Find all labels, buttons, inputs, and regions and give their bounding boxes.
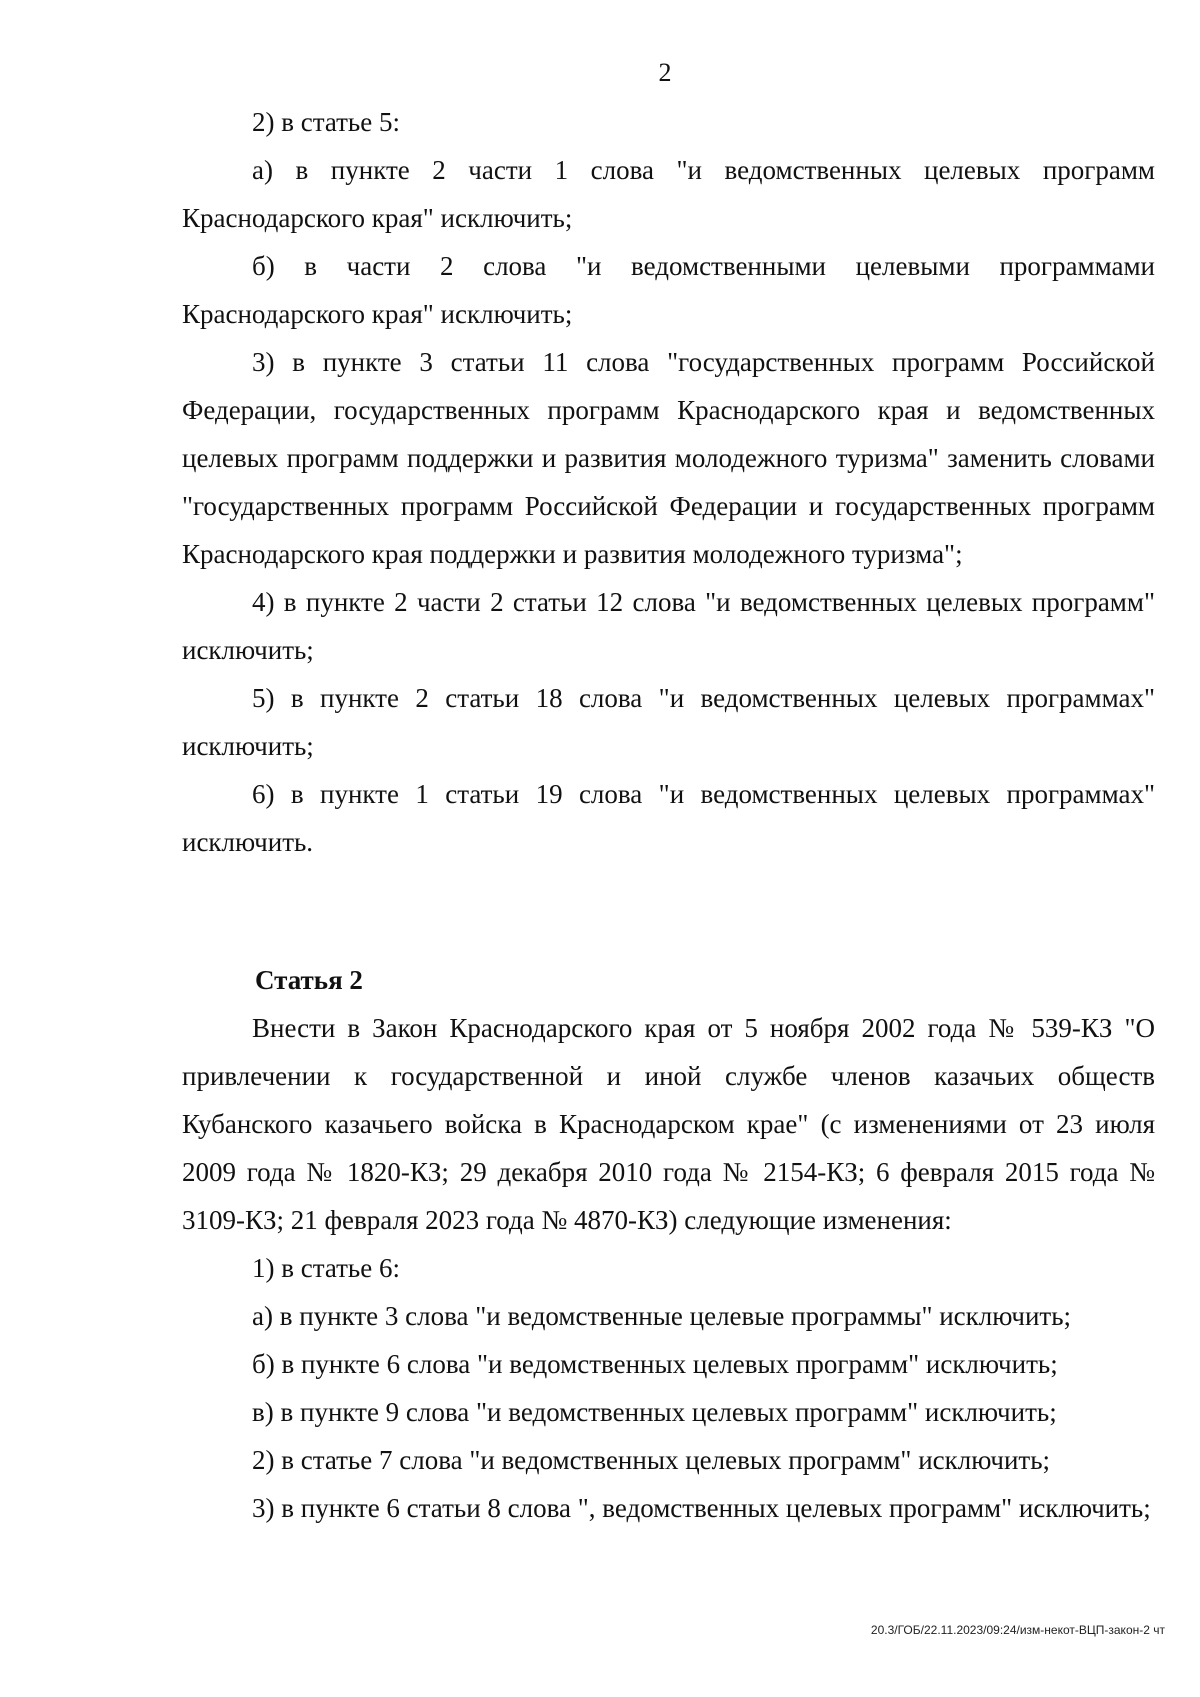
document-body <box>182 98 1155 1532</box>
paragraph-article18: 5) в пункте 2 статьи 18 слова "и ведомственных целевых программах" исключить; <box>182 683 1155 761</box>
paragraph-article12: 4) в пункте 2 части 2 статьи 12 слова "и ведомственных целевых программ" исключить; <box>182 587 1155 665</box>
paragraph-article6-c: в) в пункте 9 слова "и ведомственных целевых программ" исключить; <box>252 1397 1057 1427</box>
page-number: 2 <box>658 58 672 87</box>
paragraph-article8: 3) в пункте 6 статьи 8 слова ", ведомственных целевых программ" исключить; <box>252 1493 1151 1523</box>
paragraph-article5-a: а) в пункте 2 части 1 слова "и ведомственных целевых программ Краснодарского края" исключить; <box>182 155 1155 233</box>
section-spacer <box>182 866 1155 956</box>
paragraph-article6-intro: 1) в статье 6: <box>252 1253 400 1283</box>
paragraph-article19: 6) в пункте 1 статьи 19 слова "и ведомственных целевых программах" исключить. <box>182 779 1155 857</box>
paragraph-article5-b: б) в части 2 слова "и ведомственными целевыми программами Краснодарского края" исключить; <box>182 251 1155 329</box>
footer-document-code: 20.3/ГОБ/22.11.2023/09:24/изм-некот-ВЦП-закон-2 чт <box>870 1623 1165 1637</box>
paragraph-article7: 2) в статье 7 слова "и ведомственных целевых программ" исключить; <box>252 1445 1051 1475</box>
article-heading: Статья 2 <box>255 965 363 995</box>
paragraph-article5-intro: 2) в статье 5: <box>252 107 400 137</box>
paragraph-article11: 3) в пункте 3 статьи 11 слова "государственных программ Российской Федерации, государственных программ Краснодарского края и ведомственных целевых программ поддержки и развития молодежного туризма" заменить словами "государственных программ Российской Федерации и государственных программ Краснодарского края поддержки и развития молодежного туризма"; <box>182 347 1155 569</box>
paragraph-article6-b: б) в пункте 6 слова "и ведомственных целевых программ" исключить; <box>252 1349 1058 1379</box>
paragraph-article6-a: а) в пункте 3 слова "и ведомственные целевые программы" исключить; <box>252 1301 1072 1331</box>
paragraph-law-amendment-intro: Внести в Закон Краснодарского края от 5 ноября 2002 года № 539-КЗ "О привлечении к государственной и иной службе членов казачьих обществ Кубанского казачьего войска в Краснодарском крае" (с изменениями от 23 июля 2009 года № 1820-КЗ; 29 декабря 2010 года № 2154-КЗ; 6 февраля 2015 года № 3109-КЗ; 21 февраля 2023 года № 4870-КЗ) следующие изменения: <box>182 1013 1155 1235</box>
